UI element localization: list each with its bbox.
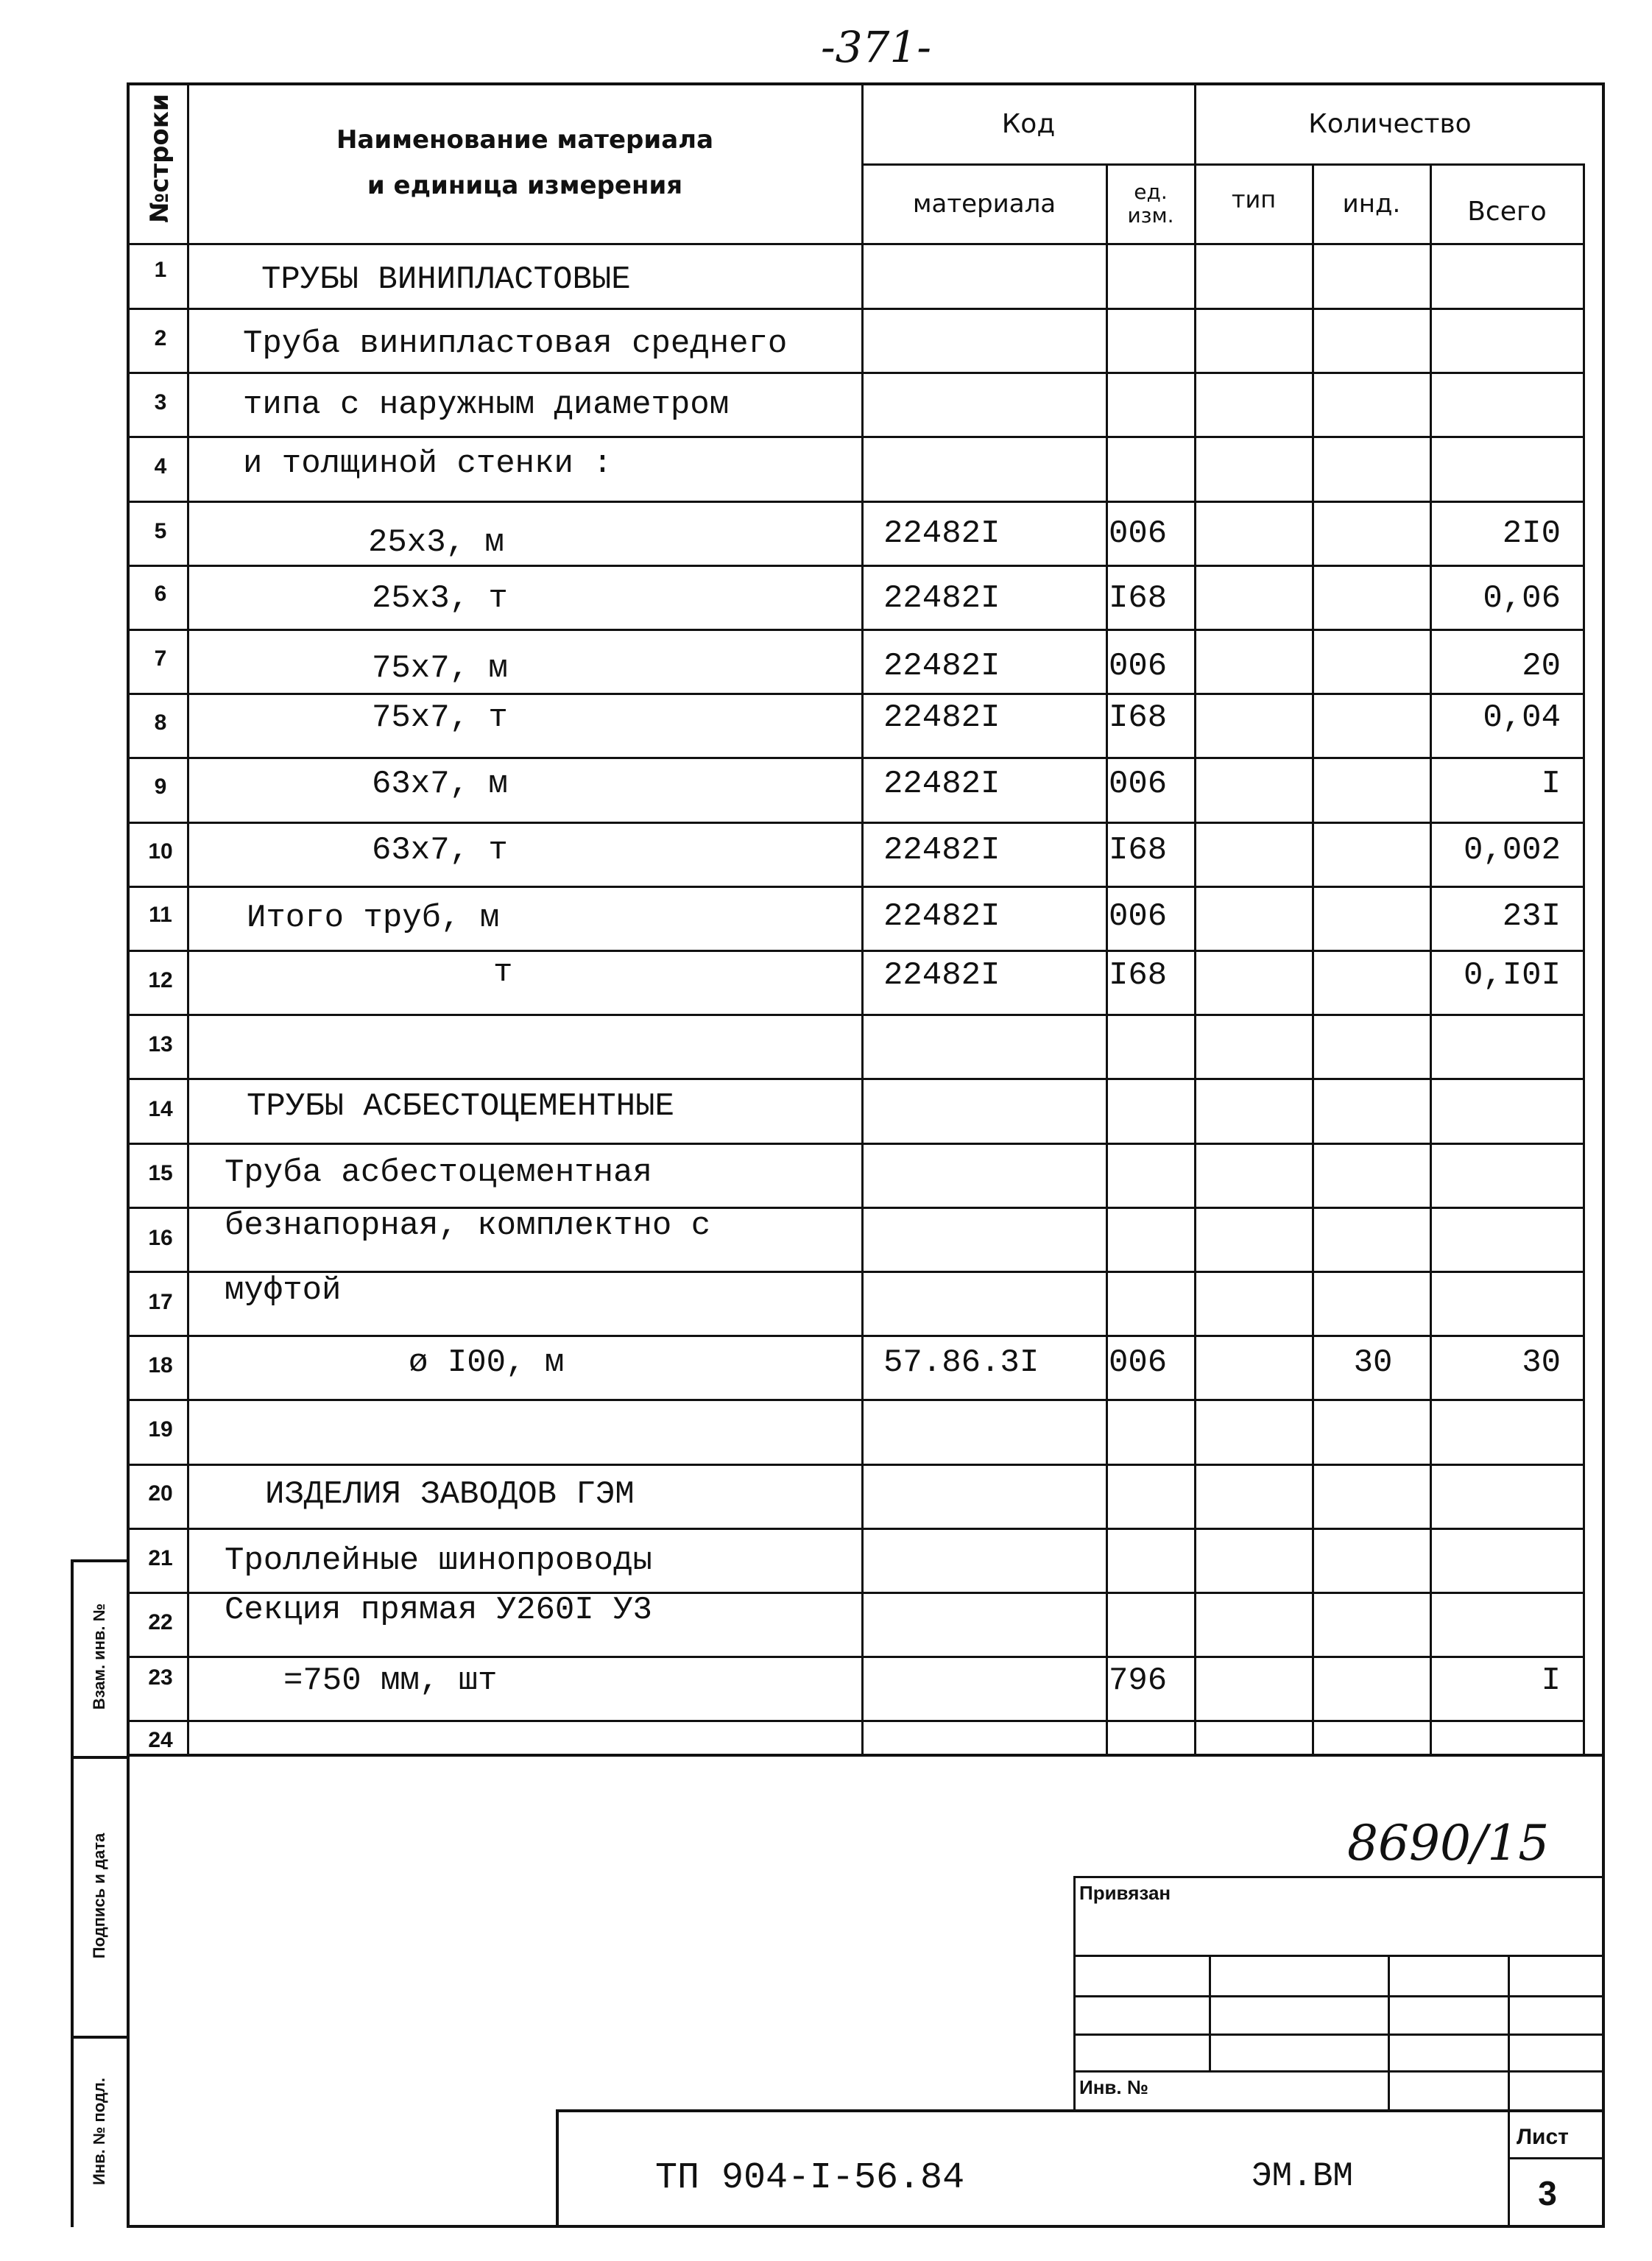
row-number: 2: [154, 326, 167, 350]
row-name: 25х3, т: [372, 580, 508, 617]
row-name: =750 мм, шт: [283, 1662, 498, 1699]
row-unit: 006: [1109, 648, 1168, 685]
row-number: 17: [148, 1290, 173, 1314]
header-name-line2: и единица измерения: [367, 171, 683, 200]
row-unit: 796: [1109, 1662, 1168, 1699]
row-unit: I68: [1109, 580, 1168, 617]
row-name: Труба винипластовая среднего: [243, 325, 788, 362]
header-type: тип: [1231, 186, 1277, 214]
row-number: 22: [148, 1610, 173, 1634]
section-code: ЭМ.ВМ: [1252, 2157, 1354, 2195]
row-number: 14: [148, 1097, 173, 1121]
row-total: I: [1541, 1662, 1561, 1699]
inv-no-label: Инв. №: [1079, 2076, 1148, 2098]
row-number: 23: [148, 1665, 173, 1690]
row-number: 12: [148, 968, 173, 992]
row-total: 0,04: [1483, 699, 1561, 736]
row-number: 1: [154, 258, 167, 282]
row-name: типа с наружным диаметром: [243, 387, 730, 423]
stamp-replacement-inv: Взам. инв. №: [90, 1603, 108, 1710]
row-unit: 006: [1109, 1344, 1168, 1381]
row-code: 22482I: [883, 648, 1000, 685]
row-name: ТРУБЫ АСБЕСТОЦЕМЕНТНЫЕ: [247, 1088, 674, 1125]
row-number: 15: [148, 1161, 173, 1185]
header-unit: [1109, 166, 1193, 241]
row-total: 0,002: [1463, 832, 1561, 869]
row-unit: I68: [1109, 699, 1168, 736]
stamp-signature-date: Подпись и дата: [90, 1833, 108, 1959]
row-code: 22482I: [883, 699, 1000, 736]
header-total: Всего: [1467, 196, 1547, 227]
row-code: 22482I: [883, 515, 1000, 552]
row-name: 63х7, м: [372, 766, 508, 803]
row-unit: I68: [1109, 957, 1168, 994]
row-name: 25х3, м: [368, 524, 504, 561]
header-individual: инд.: [1342, 189, 1401, 219]
row-number: 8: [154, 710, 167, 735]
row-total: 30: [1522, 1344, 1561, 1381]
row-number: 16: [148, 1226, 173, 1250]
row-unit: 006: [1109, 515, 1168, 552]
row-name: 75х7, т: [372, 699, 508, 736]
row-number: 3: [154, 390, 167, 415]
row-name: безнапорная, комплектно с: [225, 1207, 711, 1244]
row-name: ø I00, м: [409, 1344, 565, 1381]
row-code: 22482I: [883, 580, 1000, 617]
row-number: 10: [148, 839, 173, 864]
row-name: муфтой: [225, 1272, 342, 1309]
row-name: ИЗДЕЛИЯ ЗАВОДОВ ГЭМ: [265, 1476, 635, 1513]
sheet-number: 3: [1538, 2174, 1557, 2212]
page-number: -371-: [821, 22, 931, 72]
row-name: Секция прямая У260I У3: [225, 1592, 652, 1629]
row-name: 63х7, т: [372, 832, 508, 869]
row-number: 19: [148, 1417, 173, 1442]
attached-label: Привязан: [1079, 1882, 1171, 1904]
row-number: 9: [154, 775, 167, 799]
row-number: 5: [154, 519, 167, 543]
row-total: 0,06: [1483, 580, 1561, 617]
row-code: 22482I: [883, 766, 1000, 803]
row-number: 18: [148, 1353, 173, 1378]
row-unit: 006: [1109, 898, 1168, 935]
row-total: 23I: [1502, 898, 1561, 935]
row-individual: 30: [1353, 1344, 1393, 1381]
row-number: 20: [148, 1481, 173, 1506]
row-unit: I68: [1109, 832, 1168, 869]
row-number: 7: [154, 646, 167, 671]
row-total: I: [1541, 766, 1561, 803]
header-row-number: №строки: [145, 94, 174, 223]
row-total: 20: [1522, 648, 1561, 685]
sheet-label: Лист: [1517, 2125, 1569, 2149]
row-code: 22482I: [883, 898, 1000, 935]
header-unit-line2: изм.: [1127, 203, 1174, 227]
row-number: 13: [148, 1032, 173, 1057]
row-unit: 006: [1109, 766, 1168, 803]
header-name-line1: Наименование материала: [336, 125, 714, 155]
row-code: 22482I: [883, 832, 1000, 869]
header-material: материала: [912, 189, 1056, 219]
row-number: 24: [148, 1728, 173, 1752]
row-number: 6: [154, 582, 167, 606]
header-code: Код: [1001, 108, 1056, 139]
row-name: Итого труб, м: [247, 900, 500, 937]
row-code: 22482I: [883, 957, 1000, 994]
stamp-inv-original: Инв. № подл.: [90, 2078, 108, 2185]
row-name: Труба асбестоцементная: [225, 1154, 652, 1191]
row-name: ТРУБЫ ВИНИПЛАСТОВЫЕ: [261, 261, 631, 298]
row-name: 75х7, м: [372, 650, 508, 687]
row-total: 2I0: [1502, 515, 1561, 552]
row-number: 21: [148, 1546, 173, 1570]
row-code: 57.86.3I: [883, 1344, 1039, 1381]
row-name: и толщиной стенки :: [243, 445, 613, 482]
row-number: 11: [149, 903, 172, 927]
row-total: 0,I0I: [1463, 957, 1561, 994]
row-number: 4: [154, 454, 167, 479]
document-code: ТП 904-I-56.84: [655, 2157, 965, 2199]
row-name: т: [493, 954, 513, 991]
header-unit-line1: ед.: [1134, 180, 1168, 204]
row-name: Троллейные шинопроводы: [225, 1542, 652, 1579]
stamp-number: 8690/15: [1347, 1815, 1550, 1872]
header-quantity: Количество: [1308, 108, 1472, 139]
